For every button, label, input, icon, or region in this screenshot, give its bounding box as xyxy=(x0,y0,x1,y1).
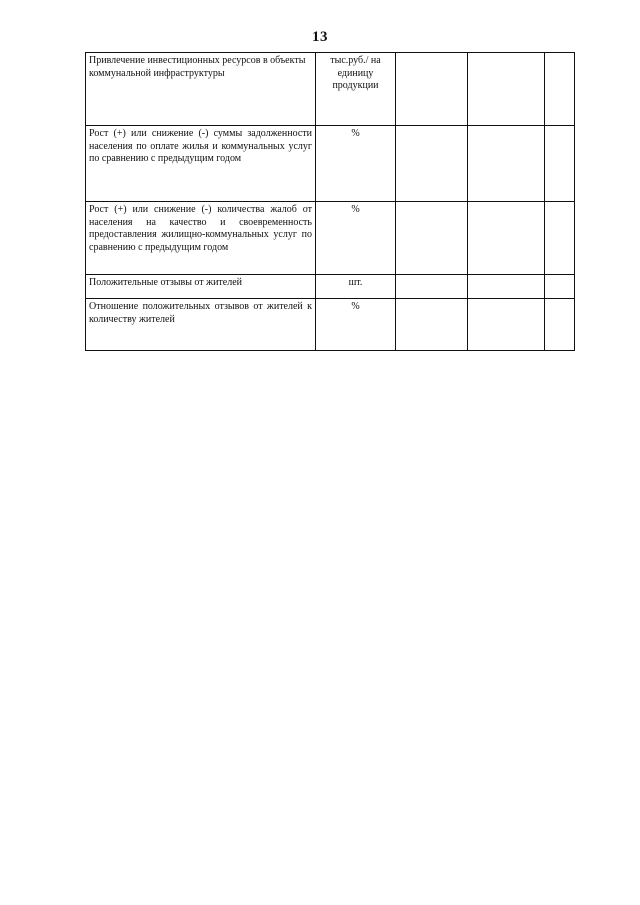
indicator-cell: Привлечение инвестиционных ресурсов в объекты коммунальной инфраструктуры xyxy=(86,53,316,126)
unit-cell: % xyxy=(316,126,396,202)
table-row xyxy=(86,275,575,299)
value-cell xyxy=(468,126,545,202)
value-cell xyxy=(468,275,545,299)
value-cell xyxy=(396,53,468,126)
value-cell xyxy=(396,275,468,299)
value-cell xyxy=(545,126,575,202)
page-number: 13 xyxy=(312,29,328,45)
value-cell xyxy=(468,299,545,351)
indicators-table xyxy=(85,52,575,351)
indicator-cell: Рост (+) или снижение (-) суммы задолженности населения по оплате жилья и коммунальных услуг по сравнению с предыдущим годом xyxy=(86,126,316,202)
unit-cell: шт. xyxy=(316,275,396,299)
value-cell xyxy=(396,126,468,202)
table-row xyxy=(86,126,575,202)
value-cell xyxy=(545,202,575,275)
value-cell xyxy=(545,299,575,351)
value-cell xyxy=(545,53,575,126)
table-row xyxy=(86,299,575,351)
unit-cell: % xyxy=(316,202,396,275)
table-row xyxy=(86,53,575,126)
value-cell xyxy=(545,275,575,299)
indicator-cell: Рост (+) или снижение (-) количества жалоб от населения на качество и своевременность предоставления жилищно-коммунальных услуг по сравнению с предыдущим годом xyxy=(86,202,316,275)
table-row xyxy=(86,202,575,275)
unit-cell: тыс.руб./ на единицу продукции xyxy=(316,53,396,126)
value-cell xyxy=(396,299,468,351)
value-cell xyxy=(396,202,468,275)
indicator-cell: Положительные отзывы от жителей xyxy=(86,275,316,299)
value-cell xyxy=(468,202,545,275)
unit-cell: % xyxy=(316,299,396,351)
value-cell xyxy=(468,53,545,126)
indicator-cell: Отношение положительных отзывов от жителей к количеству жителей xyxy=(86,299,316,351)
